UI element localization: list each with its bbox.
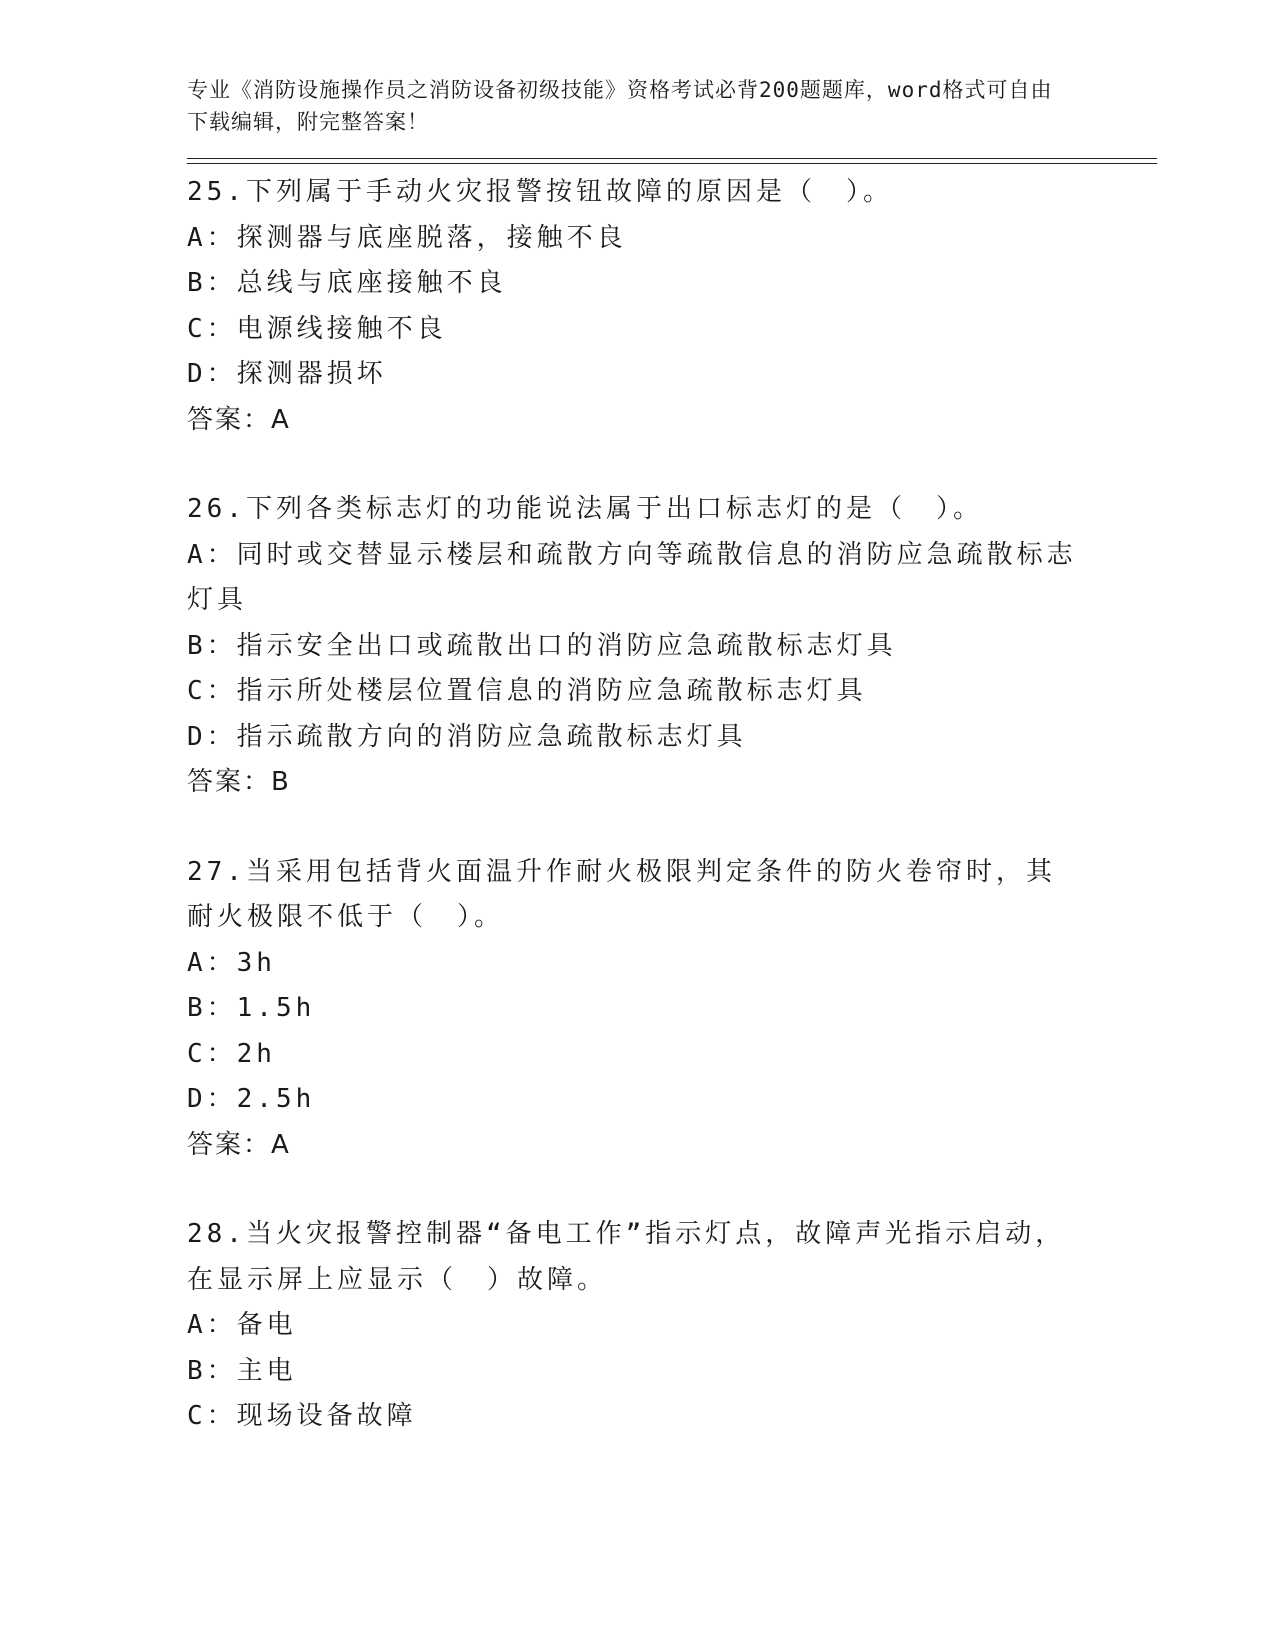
question-stem: 27.当采用包括背火面温升作耐火极限判定条件的防火卷帘时，其耐火极限不低于（ ）。 xyxy=(187,856,1056,932)
option-c: C：2h xyxy=(187,1038,276,1069)
question-26 xyxy=(187,487,1157,806)
question-stem: 28.当火灾报警控制器“备电工作”指示灯点，故障声光指示启动，在显示屏上应显示（ ）故障。 xyxy=(187,1219,1066,1295)
question-stem: 26.下列各类标志灯的功能说法属于出口标志灯的是（ ）。 xyxy=(187,494,983,524)
option-c: C：电源线接触不良 xyxy=(187,313,447,344)
document-page xyxy=(187,74,1157,1484)
question-stem: 25.下列属于手动火灾报警按钮故障的原因是（ ）。 xyxy=(187,177,893,207)
option-b: B：指示安全出口或疏散出口的消防应急疏散标志灯具 xyxy=(187,630,897,661)
option-d: D：2.5h xyxy=(187,1084,316,1114)
answer-label: 答案：B xyxy=(187,767,291,797)
option-b: B：总线与底座接触不良 xyxy=(187,268,507,298)
option-d: D：指示疏散方向的消防应急疏散标志灯具 xyxy=(187,721,747,752)
option-b: B：主电 xyxy=(187,1355,297,1386)
option-a: A：备电 xyxy=(187,1310,297,1340)
answer-label: 答案：A xyxy=(187,404,291,435)
document-header: 专业《消防设施操作员之消防设备初级技能》资格考试必背200题题库，word格式可自由下载编辑，附完整答案！ xyxy=(187,78,1053,134)
option-a: A：同时或交替显示楼层和疏散方向等疏散信息的消防应急疏散标志灯具 xyxy=(187,539,1077,615)
answer-label: 答案：A xyxy=(187,1129,291,1160)
option-c: C：现场设备故障 xyxy=(187,1401,417,1431)
option-a: A：探测器与底座脱落，接触不良 xyxy=(187,222,627,253)
question-27 xyxy=(187,850,1157,1169)
option-d: D：探测器损坏 xyxy=(187,359,387,389)
header-divider xyxy=(187,158,1157,164)
option-a: A：3h xyxy=(187,947,276,978)
question-25 xyxy=(187,170,1157,443)
option-b: B：1.5h xyxy=(187,993,316,1023)
option-c: C：指示所处楼层位置信息的消防应急疏散标志灯具 xyxy=(187,676,867,706)
question-28 xyxy=(187,1212,1157,1440)
question-list xyxy=(187,170,1157,1440)
